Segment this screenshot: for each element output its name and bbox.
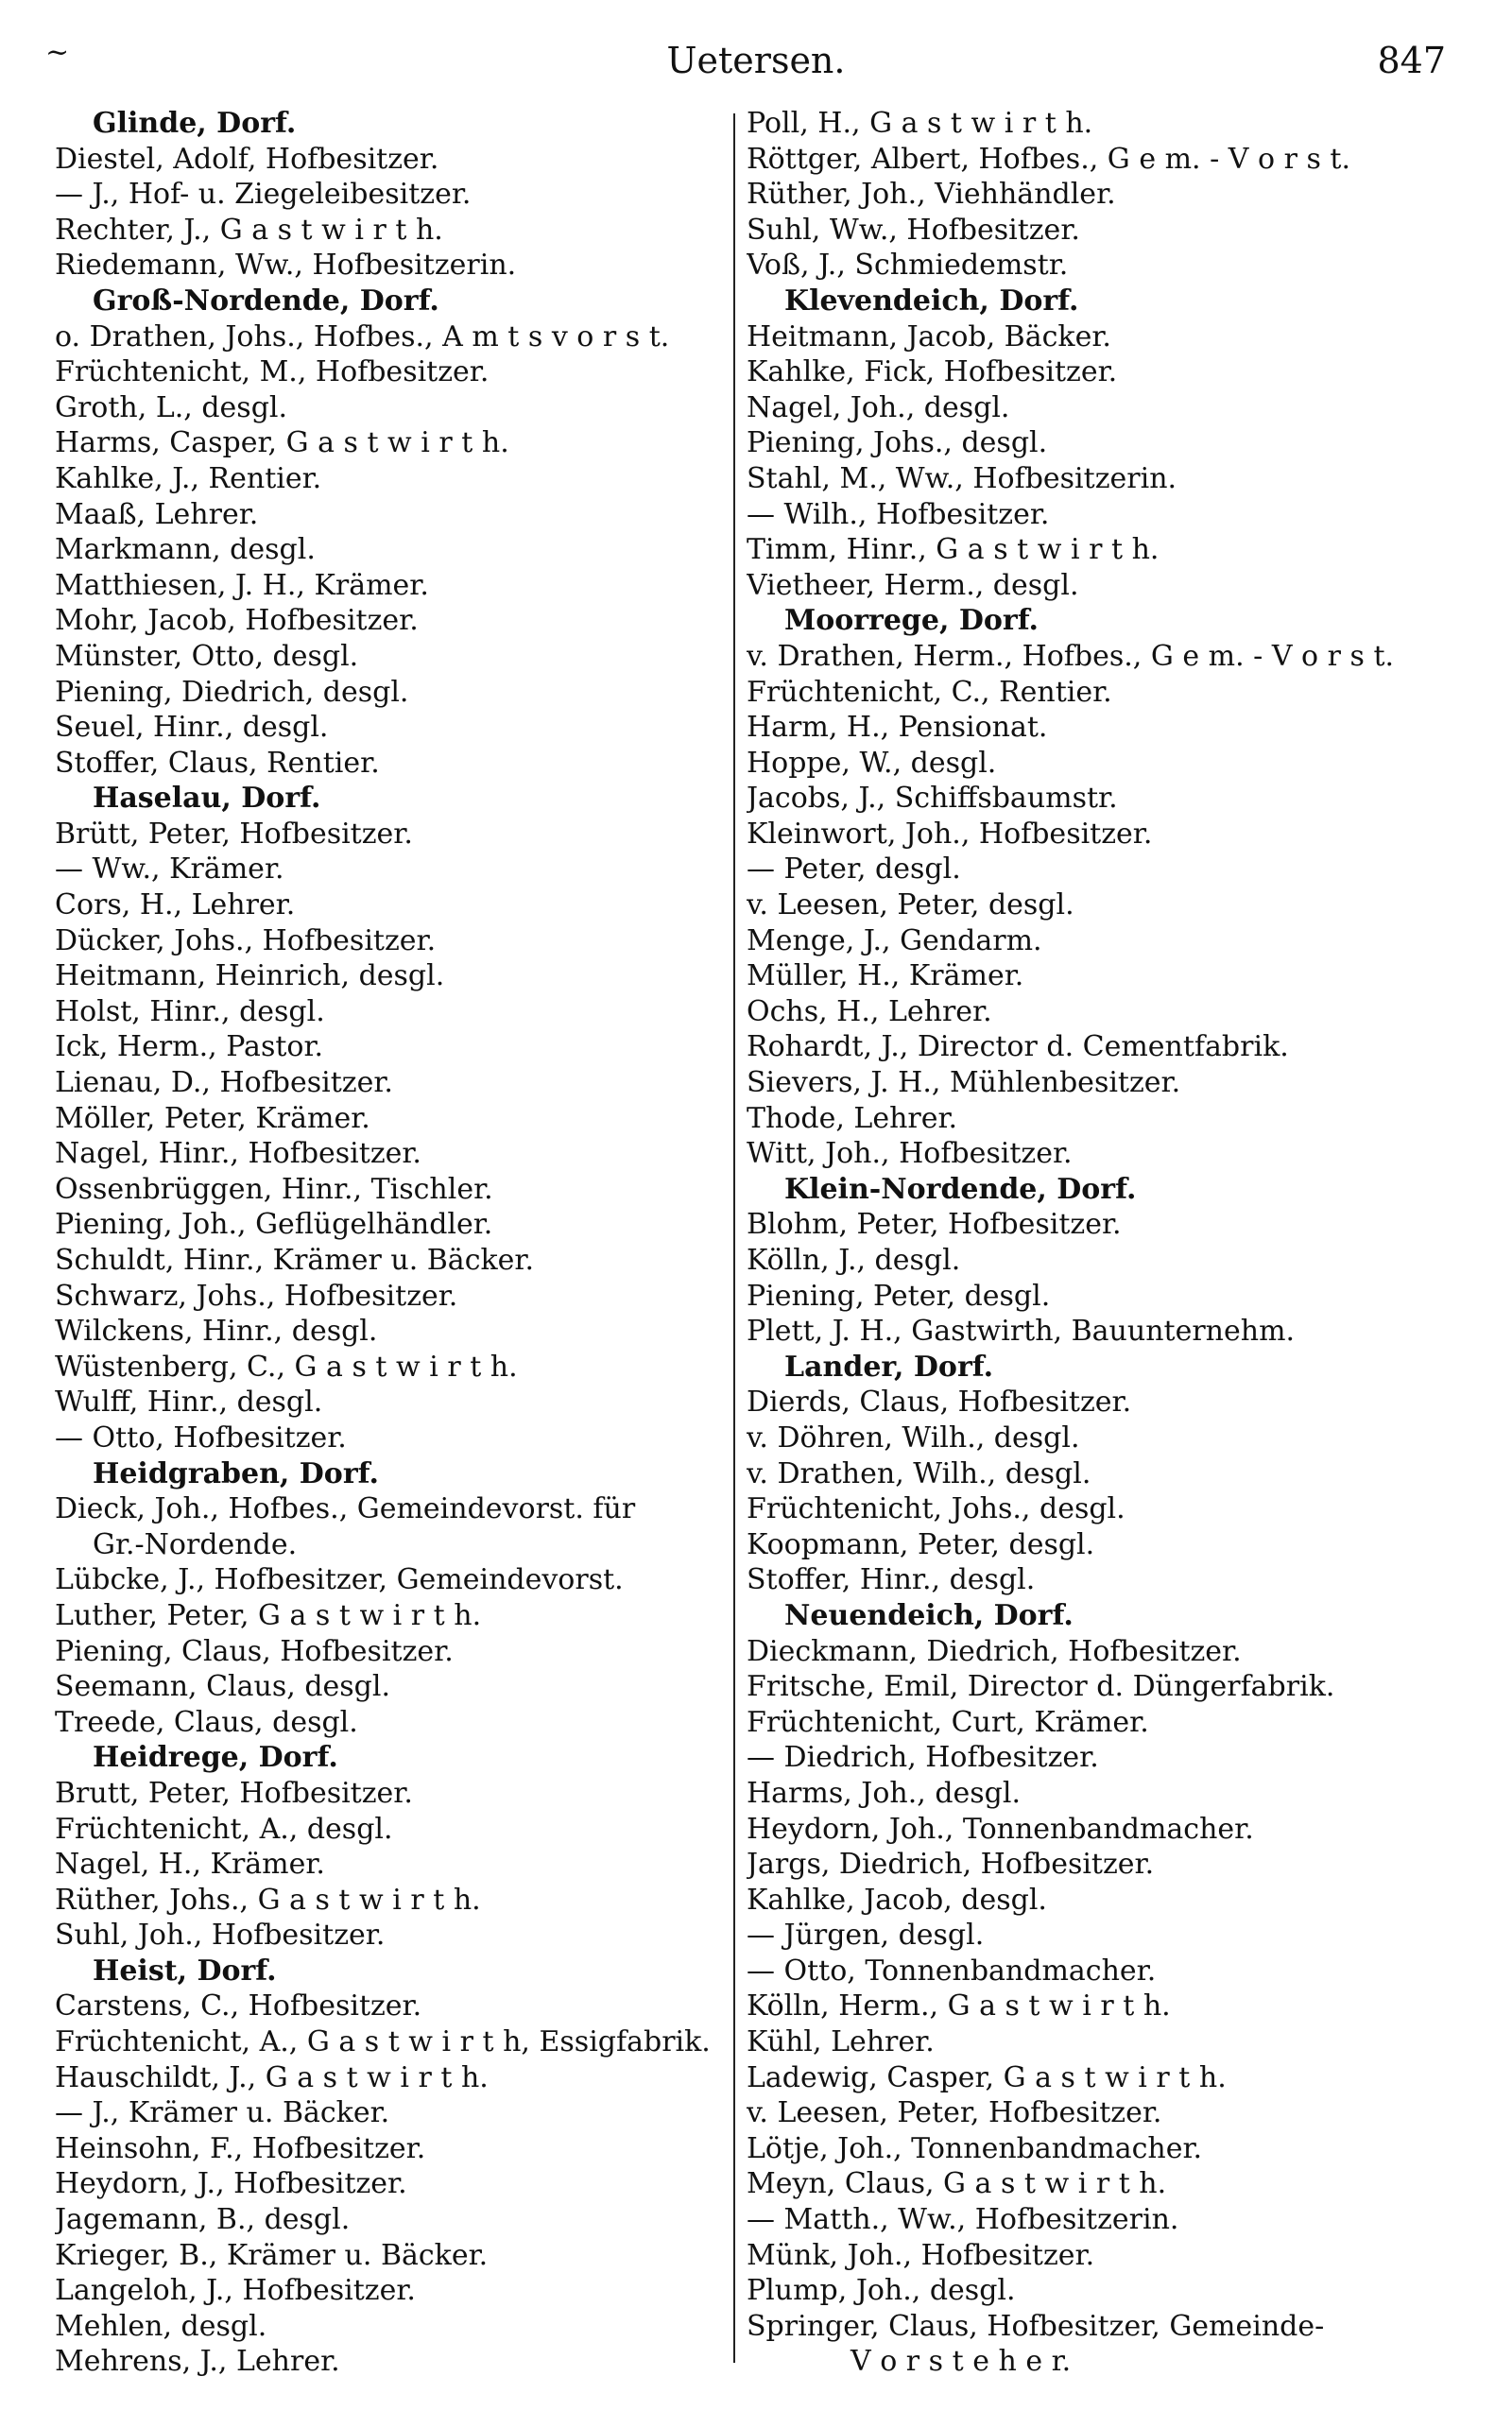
- directory-entry: — Jürgen, desgl.: [747, 1919, 985, 1953]
- directory-entry: — Otto, Hofbesitzer.: [55, 1421, 347, 1455]
- directory-entry: Matthiesen, J. H., Krämer.: [55, 568, 429, 602]
- directory-entry: — Peter, desgl.: [747, 852, 961, 887]
- directory-entry: Dieckmann, Diedrich, Hofbesitzer.: [747, 1634, 1242, 1668]
- directory-entry: Kölln, J., desgl.: [747, 1244, 961, 1277]
- directory-entry: Münk, Joh., Hofbesitzer.: [747, 2238, 1095, 2272]
- directory-entry: Timm, Hinr., G a s t w i r t h.: [747, 533, 1160, 567]
- page-header: [0, 28, 1512, 85]
- directory-entry: Harms, Joh., desgl.: [747, 1776, 1022, 1810]
- directory-entry: Cors, H., Lehrer.: [55, 888, 296, 922]
- directory-entry: Treede, Claus, desgl.: [55, 1705, 358, 1739]
- directory-entry: Langeloh, J., Hofbesitzer.: [55, 2274, 416, 2308]
- directory-entry: Blohm, Peter, Hofbesitzer.: [747, 1208, 1122, 1242]
- directory-entry: Heydorn, Joh., Tonnenbandmacher.: [747, 1812, 1254, 1846]
- directory-entry: Plett, J. H., Gastwirth, Bauunternehm.: [747, 1315, 1296, 1349]
- directory-entry: Holst, Hinr., desgl.: [55, 994, 325, 1028]
- directory-entry: Früchtenicht, A., G a s t w i r t h, Essigfabrik.: [55, 2025, 711, 2059]
- directory-entry: Dücker, Johs., Hofbesitzer.: [55, 923, 437, 957]
- directory-entry: Plump, Joh., desgl.: [747, 2274, 1016, 2308]
- directory-entry: Poll, H., G a s t w i r t h.: [747, 107, 1093, 140]
- directory-entry: Heitmann, Heinrich, desgl.: [55, 959, 445, 993]
- directory-entry: Markmann, desgl.: [55, 533, 316, 567]
- directory-entry: Piening, Joh., Geflügelhändler.: [55, 1208, 493, 1242]
- directory-entry: Früchtenicht, Curt, Krämer.: [747, 1705, 1149, 1739]
- directory-entry: Thode, Lehrer.: [747, 1101, 958, 1135]
- directory-entry: Harm, H., Pensionat.: [747, 711, 1048, 745]
- directory-entry: Suhl, Joh., Hofbesitzer.: [55, 1919, 386, 1953]
- directory-entry: Kölln, Herm., G a s t w i r t h.: [747, 1989, 1171, 2023]
- directory-entry: Jagemann, B., desgl.: [55, 2203, 351, 2237]
- directory-entry: Vietheer, Herm., desgl.: [747, 568, 1079, 602]
- directory-entry: Stahl, M., Ww., Hofbesitzerin.: [747, 461, 1177, 495]
- directory-entry: — Diedrich, Hofbesitzer.: [747, 1741, 1099, 1775]
- directory-entry: Stoffer, Hinr., desgl.: [747, 1563, 1036, 1597]
- directory-entry: Schuldt, Hinr., Krämer u. Bäcker.: [55, 1244, 535, 1277]
- directory-entry: Luther, Peter, G a s t w i r t h.: [55, 1598, 482, 1632]
- directory-entry: — J., Hof- u. Ziegeleibesitzer.: [55, 178, 472, 212]
- directory-entry: Dieck, Joh., Hofbes., Gemeindevorst. für: [55, 1492, 636, 1526]
- directory-entry: Fritsche, Emil, Director d. Düngerfabrik.: [747, 1670, 1335, 1704]
- running-title: Uetersen.: [666, 40, 846, 81]
- directory-entry: Heinsohn, F., Hofbesitzer.: [55, 2131, 426, 2165]
- place-heading: Neuendeich, Dorf.: [784, 1598, 1074, 1632]
- directory-entry: Kahlke, Jacob, desgl.: [747, 1883, 1047, 1917]
- left-column: [55, 106, 726, 2380]
- directory-entry: Wilckens, Hinr., desgl.: [55, 1315, 378, 1349]
- directory-entry: Stoffer, Claus, Rentier.: [55, 746, 380, 780]
- place-heading: Klevendeich, Dorf.: [784, 284, 1079, 318]
- directory-entry: Nagel, Joh., desgl.: [747, 390, 1010, 424]
- directory-entry: v. Leesen, Peter, desgl.: [747, 888, 1074, 922]
- directory-entry: Menge, J., Gendarm.: [747, 923, 1042, 957]
- directory-entry: Ochs, H., Lehrer.: [747, 994, 992, 1028]
- directory-entry: o. Drathen, Johs., Hofbes., A m t s v o r s t.: [55, 319, 670, 353]
- directory-entry: Röttger, Albert, Hofbes., G e m. - V o r s t.: [747, 142, 1350, 176]
- place-heading: Lander, Dorf.: [784, 1350, 994, 1384]
- directory-entry: Kahlke, Fick, Hofbesitzer.: [747, 355, 1118, 389]
- directory-entry: Carstens, C., Hofbesitzer.: [55, 1989, 422, 2023]
- directory-entry: Mohr, Jacob, Hofbesitzer.: [55, 604, 419, 638]
- directory-entry: Münster, Otto, desgl.: [55, 639, 359, 673]
- directory-entry: Brutt, Peter, Hofbesitzer.: [55, 1776, 413, 1810]
- place-heading: Glinde, Dorf.: [93, 107, 297, 140]
- directory-entry: Ladewig, Casper, G a s t w i r t h.: [747, 2060, 1227, 2094]
- directory-entry: Mehrens, J., Lehrer.: [55, 2345, 340, 2379]
- directory-entry: Diestel, Adolf, Hofbesitzer.: [55, 142, 439, 176]
- directory-entry: Harms, Casper, G a s t w i r t h.: [55, 426, 509, 460]
- directory-entry: Schwarz, Johs., Hofbesitzer.: [55, 1279, 458, 1313]
- directory-entry: V o r s t e h e r.: [850, 2345, 1072, 2379]
- directory-entry: Maaß, Lehrer.: [55, 497, 259, 531]
- directory-entry: v. Drathen, Wilh., desgl.: [747, 1456, 1091, 1490]
- directory-entry: v. Döhren, Wilh., desgl.: [747, 1421, 1080, 1455]
- directory-entry: — J., Krämer u. Bäcker.: [55, 2096, 390, 2130]
- directory-entry: Ick, Herm., Pastor.: [55, 1030, 324, 1064]
- directory-entry: Meyn, Claus, G a s t w i r t h.: [747, 2167, 1167, 2201]
- directory-entry: Koopmann, Peter, desgl.: [747, 1527, 1095, 1561]
- directory-entry: Suhl, Ww., Hofbesitzer.: [747, 213, 1080, 247]
- place-heading: Heist, Dorf.: [93, 1954, 277, 1988]
- directory-entry: Krieger, B., Krämer u. Bäcker.: [55, 2238, 489, 2272]
- directory-entry: Heitmann, Jacob, Bäcker.: [747, 319, 1111, 353]
- directory-entry: Müller, H., Krämer.: [747, 959, 1024, 993]
- directory-entry: Rüther, Joh., Viehhändler.: [747, 178, 1116, 212]
- directory-entry: Mehlen, desgl.: [55, 2309, 267, 2343]
- place-heading: Heidgraben, Dorf.: [93, 1456, 379, 1490]
- directory-entry: Wulff, Hinr., desgl.: [55, 1386, 323, 1420]
- directory-entry: Ossenbrüggen, Hinr., Tischler.: [55, 1172, 493, 1206]
- directory-entry: Hauschildt, J., G a s t w i r t h.: [55, 2060, 489, 2094]
- directory-entry: — Matth., Ww., Hofbesitzerin.: [747, 2203, 1179, 2237]
- directory-entry: Kühl, Lehrer.: [747, 2025, 935, 2059]
- directory-entry: Nagel, Hinr., Hofbesitzer.: [55, 1137, 421, 1171]
- directory-entry: — Wilh., Hofbesitzer.: [747, 497, 1050, 531]
- place-heading: Haselau, Dorf.: [93, 782, 321, 816]
- directory-entry: Rohardt, J., Director d. Cementfabrik.: [747, 1030, 1289, 1064]
- directory-entry: Piening, Diedrich, desgl.: [55, 675, 409, 709]
- directory-entry: Seuel, Hinr., desgl.: [55, 711, 329, 745]
- directory-entry: Rechter, J., G a s t w i r t h.: [55, 213, 443, 247]
- directory-entry: Lienau, D., Hofbesitzer.: [55, 1066, 393, 1100]
- directory-entry: Hoppe, W., desgl.: [747, 746, 997, 780]
- directory-entry: Früchtenicht, Johs., desgl.: [747, 1492, 1125, 1526]
- directory-entry: — Otto, Tonnenbandmacher.: [747, 1954, 1157, 1988]
- directory-entry: Riedemann, Ww., Hofbesitzerin.: [55, 249, 517, 283]
- directory-entry: Gr.-Nordende.: [93, 1527, 298, 1561]
- place-heading: Klein-Nordende, Dorf.: [784, 1172, 1137, 1206]
- directory-entry: Piening, Peter, desgl.: [747, 1279, 1051, 1313]
- directory-entry: Kleinwort, Joh., Hofbesitzer.: [747, 817, 1153, 851]
- directory-entry: Piening, Claus, Hofbesitzer.: [55, 1634, 454, 1668]
- directory-entry: Rüther, Johs., G a s t w i r t h.: [55, 1883, 481, 1917]
- directory-entry: Wüstenberg, C., G a s t w i r t h.: [55, 1350, 518, 1384]
- directory-entry: Groth, L., desgl.: [55, 390, 288, 424]
- directory-entry: Voß, J., Schmiedemstr.: [747, 249, 1069, 283]
- directory-entry: Möller, Peter, Krämer.: [55, 1101, 370, 1135]
- directory-entry: Früchtenicht, C., Rentier.: [747, 675, 1112, 709]
- place-heading: Groß-Nordende, Dorf.: [93, 284, 439, 318]
- directory-entry: v. Drathen, Herm., Hofbes., G e m. - V o r s t.: [747, 639, 1395, 673]
- margin-mark: ~: [45, 36, 70, 69]
- right-column: [747, 106, 1427, 2380]
- directory-entry: Jargs, Diedrich, Hofbesitzer.: [747, 1848, 1155, 1882]
- directory-entry: Brütt, Peter, Hofbesitzer.: [55, 817, 413, 851]
- directory-entry: Kahlke, J., Rentier.: [55, 461, 322, 495]
- column-divider: [733, 113, 735, 2363]
- directory-entry: Jacobs, J., Schiffsbaumstr.: [747, 782, 1118, 816]
- place-heading: Heidrege, Dorf.: [93, 1741, 338, 1775]
- directory-entry: Witt, Joh., Hofbesitzer.: [747, 1137, 1073, 1171]
- page-number: 847: [1377, 40, 1446, 81]
- directory-entry: Piening, Johs., desgl.: [747, 426, 1048, 460]
- directory-entry: Lübcke, J., Hofbesitzer, Gemeindevorst.: [55, 1563, 624, 1597]
- directory-entry: — Ww., Krämer.: [55, 852, 284, 887]
- directory-entry: Früchtenicht, A., desgl.: [55, 1812, 393, 1846]
- directory-entry: Früchtenicht, M., Hofbesitzer.: [55, 355, 490, 389]
- directory-entry: Lötje, Joh., Tonnenbandmacher.: [747, 2131, 1203, 2165]
- directory-entry: Heydorn, J., Hofbesitzer.: [55, 2167, 407, 2201]
- place-heading: Moorrege, Dorf.: [784, 604, 1039, 638]
- directory-entry: Nagel, H., Krämer.: [55, 1848, 325, 1882]
- directory-entry: v. Leesen, Peter, Hofbesitzer.: [747, 2096, 1162, 2130]
- directory-entry: Seemann, Claus, desgl.: [55, 1670, 391, 1704]
- directory-entry: Dierds, Claus, Hofbesitzer.: [747, 1386, 1132, 1420]
- directory-entry: Springer, Claus, Hofbesitzer, Gemeinde-: [747, 2309, 1325, 2343]
- directory-entry: Sievers, J. H., Mühlenbesitzer.: [747, 1066, 1181, 1100]
